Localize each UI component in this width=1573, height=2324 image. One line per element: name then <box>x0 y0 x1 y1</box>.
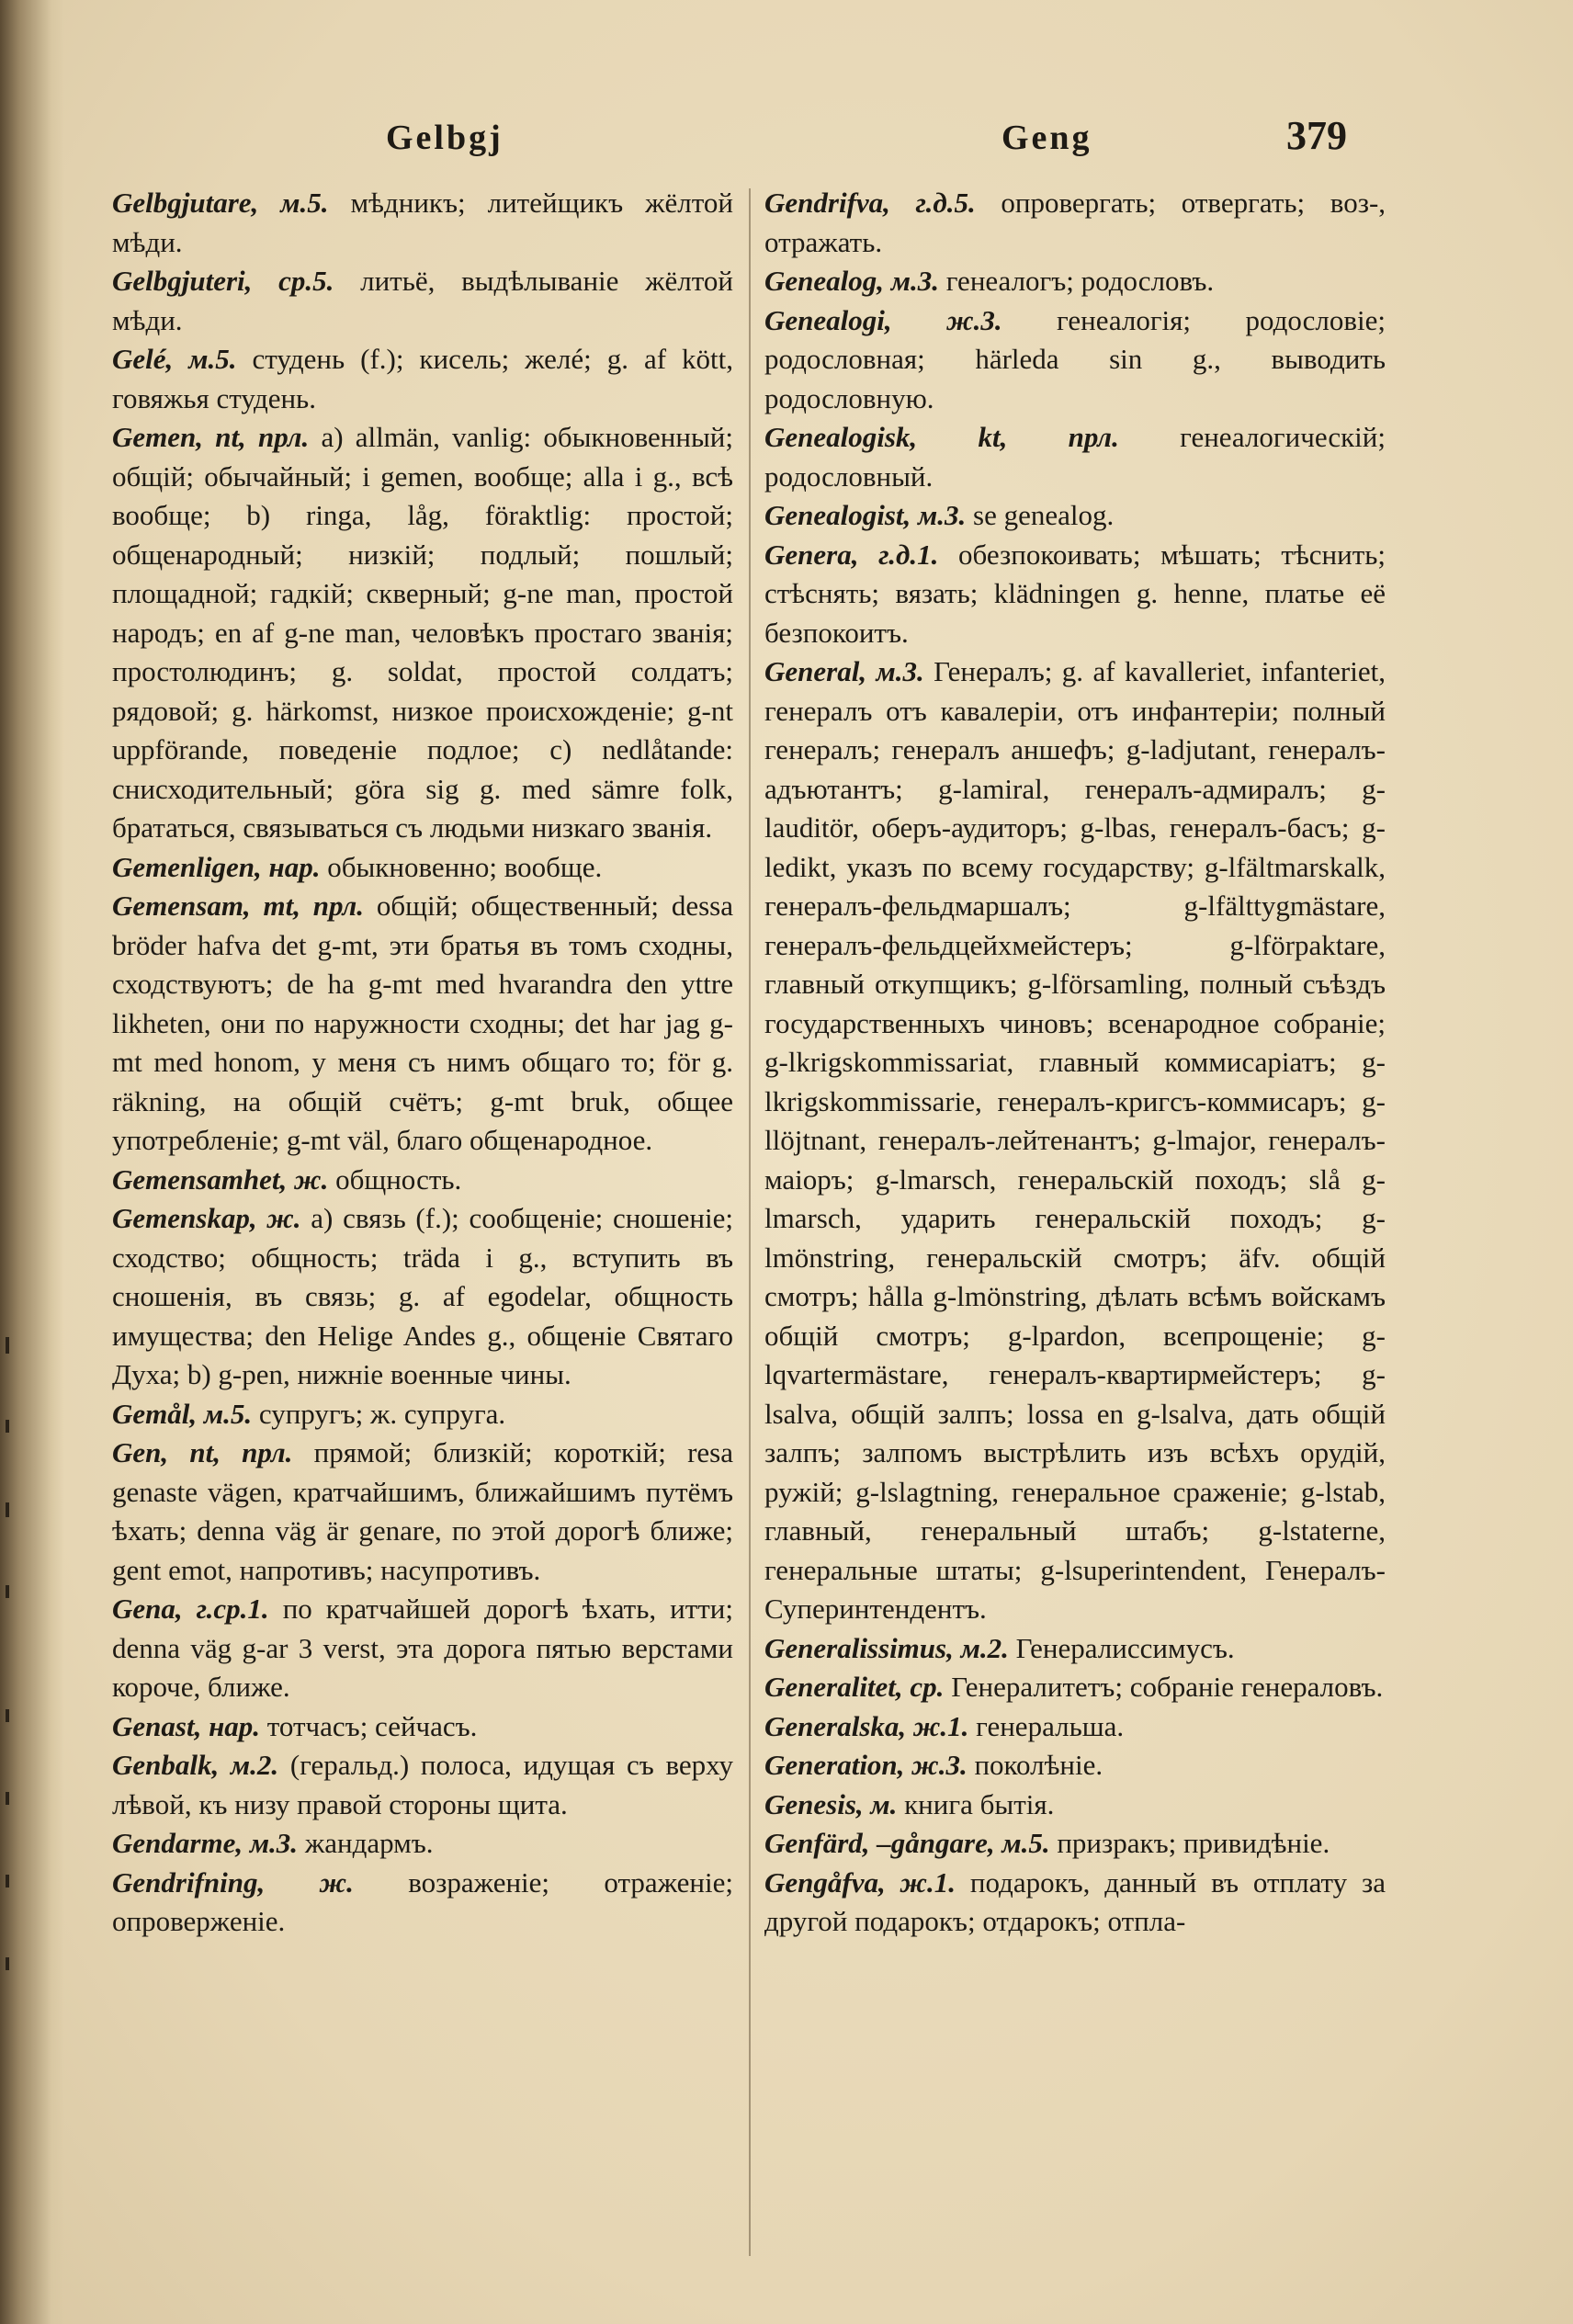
entry-definition: книга бытія. <box>904 1787 1055 1820</box>
entry-headword: Gelbgjuteri, ср.5. <box>112 265 334 297</box>
dictionary-entry <box>764 1786 1386 1825</box>
dictionary-entry <box>764 1746 1386 1786</box>
entry-definition: генеалогическій; родословный. <box>764 421 1386 493</box>
entry-headword: Gemen, nt, прл. <box>112 421 310 453</box>
entry-headword: Genfärd, –gångare, м.5. <box>764 1827 1050 1859</box>
entry-definition: литьё, выдѣлываніе жёлтой мѣди. <box>112 265 733 336</box>
dictionary-entry <box>112 1434 733 1590</box>
dictionary-entry <box>764 1707 1386 1747</box>
entry-headword: Generalska, ж.1. <box>764 1709 969 1742</box>
dictionary-entry <box>764 301 1386 419</box>
entry-headword: Gen, nt, прл. <box>112 1436 293 1468</box>
entry-headword: Genesis, м. <box>764 1787 898 1820</box>
dictionary-entry <box>764 418 1386 496</box>
entry-definition: супругъ; ж. супруга. <box>258 1397 506 1430</box>
entry-headword: Gendrifning, ж. <box>112 1865 354 1899</box>
dictionary-entry <box>764 1864 1386 1942</box>
dictionary-entry <box>764 1668 1386 1707</box>
entry-headword: Gendrifva, г.д.5. <box>764 187 976 219</box>
running-header <box>110 113 1351 173</box>
margin-mark <box>6 1792 9 1805</box>
column-divider <box>749 188 751 2256</box>
dictionary-entry <box>764 184 1386 262</box>
entry-headword: Gemenskap, ж. <box>112 1202 301 1234</box>
dictionary-entry <box>112 184 733 262</box>
entry-definition: генеалогъ; родословъ. <box>945 265 1215 297</box>
entry-headword: Genealog, м.3. <box>764 265 939 297</box>
margin-mark <box>6 1585 9 1598</box>
entry-definition: тотчасъ; сейчасъ. <box>266 1709 478 1742</box>
dictionary-entry <box>112 1746 733 1824</box>
margin-mark <box>6 1709 9 1722</box>
header-left-guideword: Gelbgj <box>386 119 504 157</box>
dictionary-entry <box>112 262 733 340</box>
entry-definition: Генералитетъ; собраніе генераловъ. <box>951 1671 1384 1703</box>
entry-definition: Генералиссимусъ. <box>1015 1631 1235 1664</box>
dictionary-entry <box>112 340 733 418</box>
entry-headword: Generation, ж.3. <box>764 1749 968 1781</box>
entry-headword: Gemenligen, нар. <box>112 850 321 883</box>
entry-definition: призракъ; привидѣніе. <box>1057 1827 1330 1859</box>
dictionary-entry <box>112 887 733 1161</box>
entry-definition: генеральша. <box>976 1709 1125 1742</box>
entry-headword: General, м.3. <box>764 655 924 687</box>
entry-definition: студень (f.); кисель; желé; g. af kött, говяжья студень. <box>112 343 733 414</box>
dictionary-entry <box>112 848 733 888</box>
entry-definition: по кратчайшей дорогѣ ѣхать, итти; denna väg g-ar 3 verst, эта дорога пятью верстами короче, ближе. <box>112 1593 734 1703</box>
entry-definition: обыкновенно; вообще. <box>327 850 603 883</box>
entry-definition: мѣдникъ; литейщикъ жёлтой мѣди. <box>112 187 733 258</box>
margin-mark <box>6 1957 9 1970</box>
entry-headword: Gendarme, м.3. <box>112 1827 299 1859</box>
dictionary-entry <box>764 496 1386 536</box>
entry-headword: Genera, г.д.1. <box>764 538 939 571</box>
dictionary-entry <box>764 262 1386 301</box>
entry-definition: жандармъ. <box>304 1827 434 1859</box>
margin-marks <box>0 0 37 2324</box>
dictionary-entry <box>112 1824 733 1864</box>
dictionary-entry <box>112 1199 733 1395</box>
dictionary-entry <box>112 1395 733 1434</box>
entry-headword: Gengåfva, ж.1. <box>764 1865 956 1899</box>
dictionary-entry <box>112 418 733 848</box>
entry-headword: Genbalk, м.2. <box>112 1749 279 1781</box>
margin-mark <box>6 1875 9 1888</box>
left-column <box>112 184 733 2261</box>
right-column <box>764 184 1386 2261</box>
dictionary-entry <box>112 1707 733 1747</box>
entry-definition: опровергать; отвергать; воз-, отражать. <box>764 187 1386 258</box>
entry-definition: se genealog. <box>973 499 1115 531</box>
dictionary-entry <box>764 1824 1386 1864</box>
dictionary-entry <box>112 1590 733 1707</box>
entry-definition: прямой; близкій; короткій; resa genaste vägen, кратчайшимъ, ближайшимъ путёмъ ѣхать; denna väg är genare, по этой дорогѣ ближе; gent emot, напротивъ; насупротивъ. <box>112 1436 734 1586</box>
margin-mark <box>6 1420 9 1433</box>
dictionary-entry <box>764 536 1386 653</box>
entry-headword: Gena, г.ср.1. <box>112 1593 269 1625</box>
entry-definition: общность. <box>335 1162 462 1196</box>
entry-definition: a) allmän, vanlig: обыкновенный; общій; обычайный; i gemen, вообще; alla i g., всѣ вообще; b) ringa, låg, föraktlig: простой; общенародный; низкій; подлый; пошлый; площадной; гадкій; скверный; g-ne man, простой народъ; en af g-ne man, человѣкъ простаго званія; простолюдинъ; g. soldat, простой солдатъ; рядовой; g. härkomst, низкое происхожденіе; g-nt uppförande, поведеніе подлое; c) nedlåtande: снисходительный; göra sig g. med sämre folk, брататься, связываться съ людьми низкаго званія. <box>112 421 733 844</box>
entry-headword: Generalitet, ср. <box>764 1671 945 1703</box>
entry-headword: Genealogist, м.3. <box>764 499 967 531</box>
entry-headword: Genealogisk, kt, прл. <box>764 421 1119 453</box>
entry-definition: поколѣніе. <box>974 1749 1103 1781</box>
margin-mark <box>6 1502 9 1517</box>
entry-headword: Genast, нар. <box>112 1709 261 1742</box>
entry-headword: Gelé, м.5. <box>112 343 237 375</box>
entry-definition: возраженіе; отраженіе; опроверженіе. <box>112 1865 734 1937</box>
entry-headword: Gelbgjutare, м.5. <box>112 187 329 219</box>
entry-definition: общій; общественный; dessa bröder hafva det g-mt, эти братья въ томъ сходны, сходствуютъ; de ha g-mt med hvarandra den yttre likheten, они по наружности сходны; det har jag g-mt med honom, у меня съ нимъ общаго то; för g. räkning, на общій счётъ; g-mt bruk, общее употребленіе; g-mt väl, благо общенародное. <box>112 890 734 1156</box>
entry-definition: (геральд.) полоса, идущая съ верху лѣвой, къ низу правой стороны щита. <box>112 1749 733 1820</box>
entry-headword: Gemensam, mt, прл. <box>112 890 365 922</box>
margin-mark <box>6 1337 9 1354</box>
page-number: 379 <box>1286 113 1347 158</box>
entry-headword: Gemensamhet, ж. <box>112 1162 329 1196</box>
dictionary-entry <box>764 1629 1386 1669</box>
entry-definition: генеалогія; родословіе; родословная; härleda sin g., выводить родословную. <box>764 303 1386 414</box>
entry-definition: обезпокоивать; мѣшать; тѣснить; стѣснять; вязать; klädningen g. henne, платье её безпокоитъ. <box>764 538 1386 649</box>
header-right-guideword: Geng <box>1002 119 1092 157</box>
entry-definition: подарокъ, данный въ отплату за другой подарокъ; отдарокъ; отпла- <box>764 1865 1386 1937</box>
dictionary-entry <box>112 1161 733 1200</box>
entry-definition: Генералъ; g. af kavalleriet, infanteriet, генералъ отъ кавалеріи, отъ инфантеріи; полный генералъ; генералъ аншефъ; g-ladjutant, генералъ-адъютантъ; g-lamiral, генералъ-адмиралъ; g-lauditör, оберъ-аудиторъ; g-lbas, генералъ-басъ; g-ledikt, указъ по всему государству; g-lfältmarskalk, генералъ-фельдмаршалъ; g-lfälttygmästare, генералъ-фельдцейхмейстеръ; g-lförpaktare, главный откупщикъ; g-lförsamling, полный съѣздъ государственныхъ чиновъ; всенародное собраніе; g-lkrigskommissariat, главный коммисаріатъ; g-lkrigskommissarie, генералъ-кригсъ-коммисаръ; g-llöjtnant, генералъ-лейтенантъ; g-lmajor, генералъ-маіоръ; g-lmarsch, генеральскій походъ; slå g-lmarsch, ударить генеральскій походъ; g-lmönstring, генеральскій смотръ; äfv. общій смотръ; hålla g-lmönstring, дѣлать всѣмъ войскамъ общій смотръ; g-lpardon, всепрощеніе; g-lqvartermästare, генералъ-квартирмейстеръ; g-lsalva, общій залпъ; lossa en g-lsalva, дать общій залпъ; залпомъ выстрѣлить изъ всѣхъ орудій, ружій; g-lslagtning, генеральное сраженіе; g-lstab, главный, генеральный штабъ; g-lstaterne, генеральные штаты; g-lsuperintendent, Генералъ-Суперинтендентъ. <box>764 655 1386 1625</box>
dictionary-entry <box>112 1864 733 1942</box>
dictionary-entry <box>764 652 1386 1629</box>
entry-headword: Generalissimus, м.2. <box>764 1631 1009 1664</box>
entry-headword: Gemål, м.5. <box>112 1397 253 1430</box>
entry-headword: Genealogi, ж.3. <box>764 303 1002 336</box>
entry-definition: a) связь (f.); сообщеніе; сношеніе; сходство; общность; träda i g., вступить въ сношенія, въ связь; g. af egodelar, общность имущества; den Helige Andes g., общеніе Святаго Духа; b) g-pen, нижніе военные чины. <box>112 1202 733 1390</box>
